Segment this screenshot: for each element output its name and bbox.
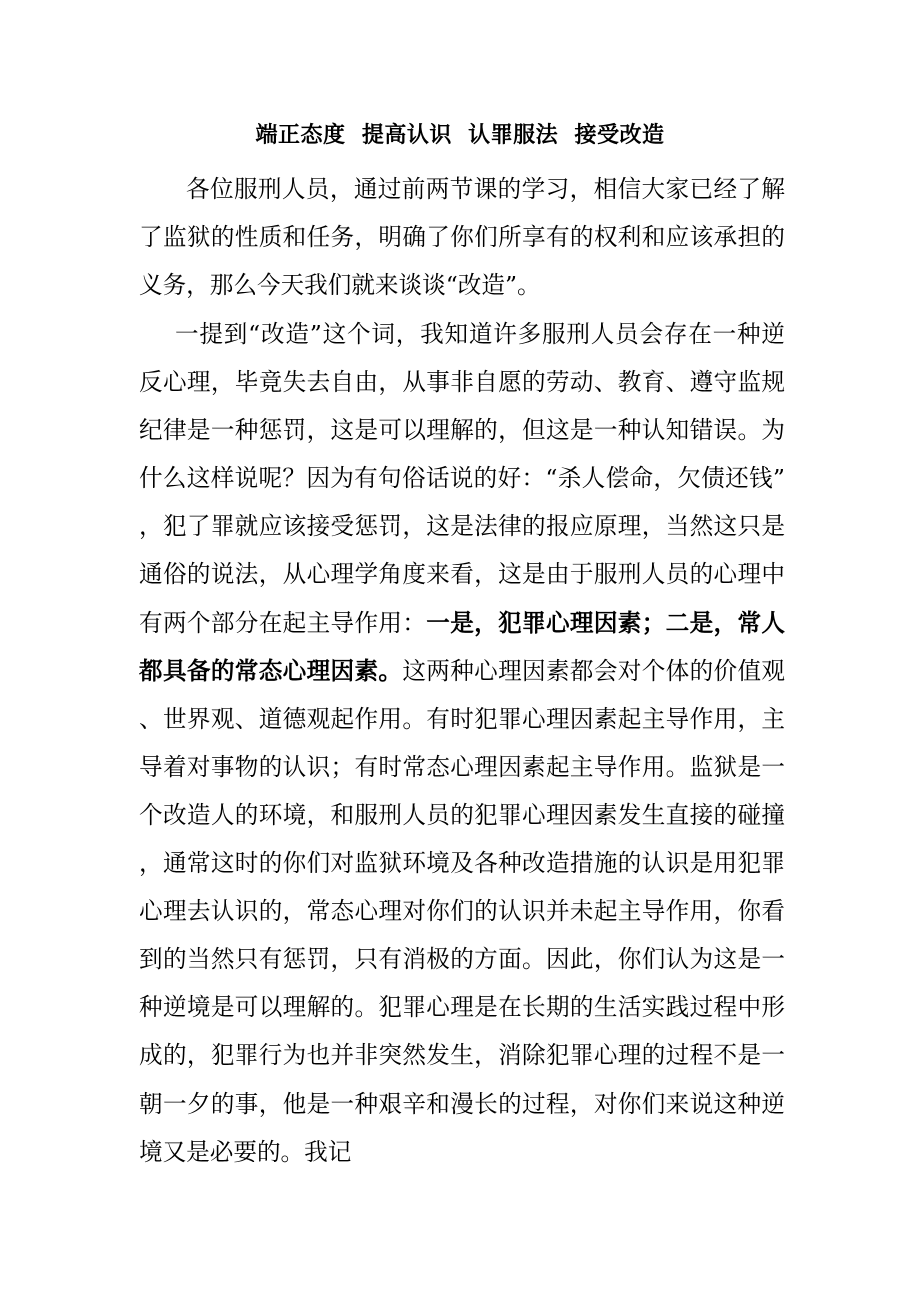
paragraph-reform-text-1: 一提到“改造”这个词，我知道许多服刑人员会存在一种逆反心理，毕竟失去自由，从事非自愿的劳动、教育、遵守监规纪律是一种惩罚，这是可以理解的，但这是一种认知错误。为什么这样说呢？因为有句俗话说的好：“杀人偿命，欠债还钱”，犯了罪就应该接受惩罚，这是法律的报应原理，当然这只是通俗的说法，从心理学角度来看，这是由于服刑人员的心理中有两个部分在起主导作用： — [139, 320, 785, 637]
paragraph-reform — [139, 310, 785, 1191]
document-title: 端正态度 提高认识 认罪服法 接受改造 — [255, 123, 665, 148]
paragraph-intro-text: 各位服刑人员，通过前两节课的学习，相信大家已经了解了监狱的性质和任务，明确了你们所享有的权利和应该承担的义务，那么今天我们就来谈谈“改造”。 — [139, 175, 785, 300]
paragraph-intro — [139, 165, 785, 309]
paragraph-reform-bold-text: 一是，犯罪心理因素；二是，常人都具备的常态心理因素。 — [139, 608, 785, 685]
paragraph-reform-text-2: 这两种心理因素都会对个体的价值观、世界观、道德观起作用。有时犯罪心理因素起主导作用，主导着对事物的认识；有时常态心理因素起主导作用。监狱是一个改造人的环境，和服刑人员的犯罪心理因素发生直接的碰撞，通常这时的你们对监狱环境及各种改造措施的认识是用犯罪心理去认识的，常态心理对你们的认识并未起主导作用，你看到的当然只有惩罚，只有消极的方面。因此，你们认为这是一种逆境是可以理解的。犯罪心理是在长期的生活实践过程中形成的，犯罪行为也并非突然发生，消除犯罪心理的过程不是一朝一夕的事，他是一种艰辛和漫长的过程，对你们来说这种逆境又是必要的。我记 — [139, 656, 785, 1166]
